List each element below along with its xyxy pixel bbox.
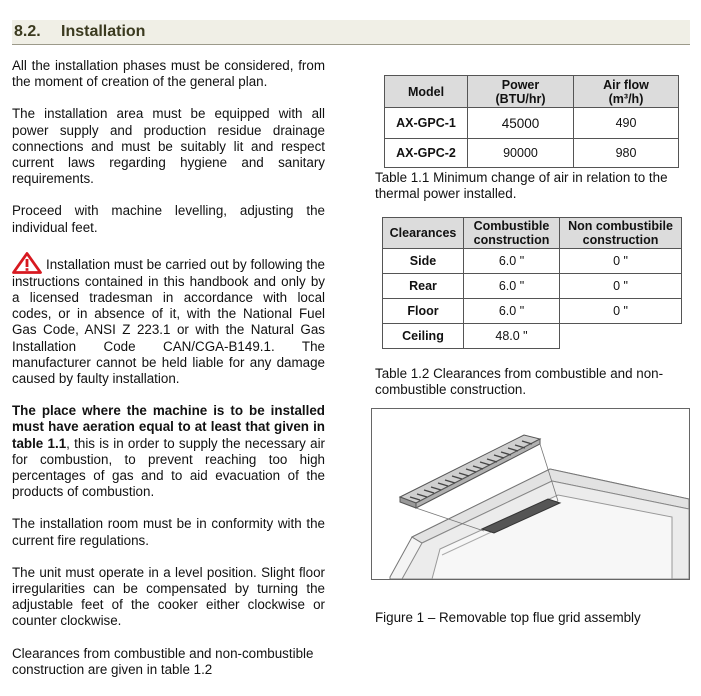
header-clearances: Clearances (383, 218, 464, 249)
header-non-combustible: Non combustibile construction (560, 218, 682, 249)
table-header-row (383, 218, 682, 249)
section-title: Installation (61, 23, 146, 40)
paragraph-4-text: Installation must be carried out by following the instructions contained in this handbook and only by a licensed tradesman in accordance with local codes, or in absence of it, with the National Fuel Gas Code, ANSI Z 223.1 or with the Natural Gas Installation Code CAN/CGA-B149.1. The manufacturer cannot be held liable for any damage caused by faulty installation. (12, 256, 325, 387)
table2-caption: Table 1.2 Clearances from combustible and non-combustible construction. (375, 366, 664, 397)
paragraph-4 (12, 252, 325, 387)
header-model: Model (385, 76, 468, 108)
air-flow-table (384, 75, 679, 168)
table-cell: 90000 (468, 139, 574, 168)
table-cell: AX-GPC-2 (385, 139, 468, 168)
paragraph-5 (12, 403, 325, 500)
table-cell: Side (383, 249, 464, 274)
table-row (383, 274, 682, 299)
table-cell: 6.0 " (464, 299, 560, 324)
paragraph-8: Clearances from combustible and non-combustible construction are given in table 1.2 (12, 645, 314, 677)
header-airflow-label: Air flow (603, 77, 649, 92)
table-cell: 6.0 " (464, 274, 560, 299)
header-airflow (574, 76, 679, 108)
paragraph-5-rest: , this is in order to supply the necessary air for combustion, to prevent reaching too high percentages of gas and to aid evacuation of the products of combustion. (12, 435, 325, 500)
table-cell: 980 (574, 139, 679, 168)
figure-caption: Figure 1 – Removable top flue grid assembly (375, 610, 641, 625)
table-row (383, 249, 682, 274)
table-cell: Floor (383, 299, 464, 324)
header-airflow-unit: (m³/h) (608, 91, 644, 106)
table-cell: 0 " (560, 299, 682, 324)
flue-grid-illustration (372, 409, 689, 579)
table1-caption: Table 1.1 Minimum change of air in relation to the thermal power installed. (375, 170, 668, 201)
table-cell: 490 (574, 108, 679, 139)
table-cell: Rear (383, 274, 464, 299)
flue-grid-figure (371, 408, 690, 580)
table-row (385, 108, 679, 139)
section-heading (12, 20, 690, 45)
table-row (383, 299, 682, 324)
paragraph-5-bold: The place where the machine is to be installed must have aeration equal to at least that given in table 1.1 (12, 403, 325, 451)
table-cell: 45000 (468, 108, 574, 139)
paragraph-7: The unit must operate in a level position. Slight floor irregularities can be compensated by turning the adjustable feet of the cooker either clockwise or counter clockwise. (12, 564, 325, 629)
table-cell: Ceiling (383, 324, 464, 349)
table-row (383, 324, 682, 349)
table-row (385, 139, 679, 168)
section-number: 8.2. (14, 23, 41, 40)
paragraph-1: All the installation phases must be considered, from the moment of creation of the general plan. (12, 58, 325, 90)
table-cell: AX-GPC-1 (385, 108, 468, 139)
paragraph-3: Proceed with machine levelling, adjusting the individual feet. (12, 203, 325, 235)
table-cell: 0 " (560, 249, 682, 274)
table-header-row (385, 76, 679, 108)
header-combustible: Combustible construction (464, 218, 560, 249)
header-power: Power (BTU/hr) (468, 76, 574, 108)
table-cell-empty (560, 324, 682, 349)
left-column (12, 58, 325, 694)
warning-icon (12, 252, 42, 274)
clearances-table (382, 217, 682, 349)
paragraph-6: The installation room must be in conformity with the current fire regulations. (12, 516, 325, 548)
table-cell: 0 " (560, 274, 682, 299)
table-cell: 6.0 " (464, 249, 560, 274)
table-cell: 48.0 " (464, 324, 560, 349)
paragraph-2: The installation area must be equipped with all power supply and production residue drainage connections and must be suitably lit and respect current laws regarding hygiene and sanitary requirements. (12, 106, 325, 187)
